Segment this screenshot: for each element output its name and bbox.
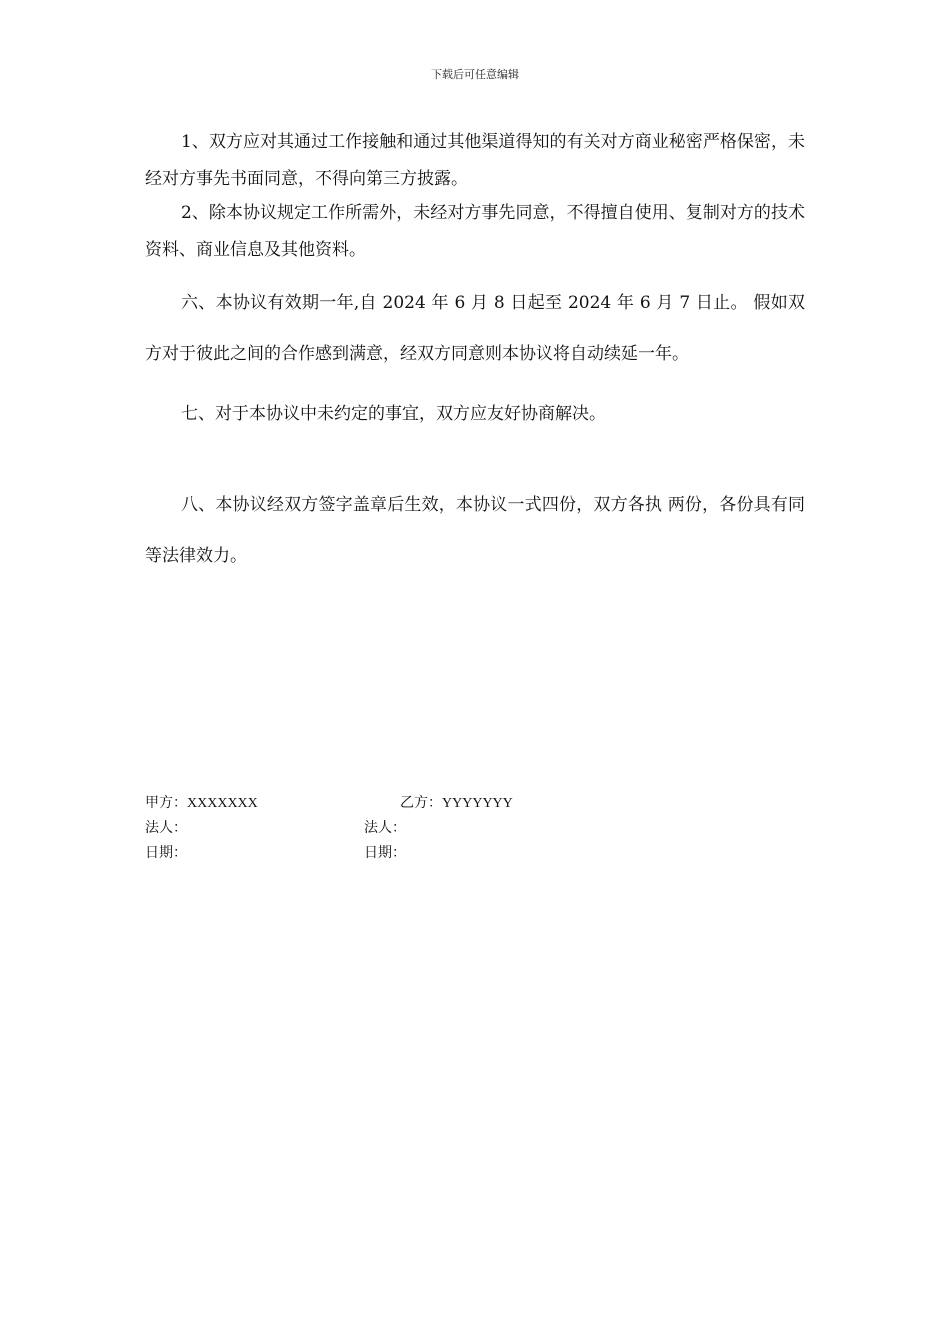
party-a-line: [145, 794, 258, 813]
party-b-line: [400, 794, 513, 813]
date-a: 日期：: [145, 845, 187, 861]
date-b: 日期：: [364, 845, 406, 861]
clause-six: 六、本协议有效期一年,自 2024 年 6 月 8 日起至 2024 年 6 月 7 日止。 假如双方对于彼此之间的合作感到满意，经双方同意则本协议将自动续延一年。: [145, 293, 805, 364]
party-a-value: XXXXXXX: [187, 796, 258, 811]
legal-rep-a: 法人：: [145, 820, 187, 836]
party-a-label: 甲方：: [145, 795, 187, 811]
legal-rep-b: 法人：: [364, 820, 406, 836]
clause-seven: 七、对于本协议中未约定的事宜，双方应友好协商解决。: [181, 404, 606, 424]
clause-1: 1、双方应对其通过工作接触和通过其他渠道得知的有关对方商业秘密严格保密，未经对方事先书面同意，不得向第三方披露。: [145, 132, 805, 189]
clause-eight: 八、本协议经双方签字盖章后生效，本协议一式四份，双方各执 两份，各份具有同等法律效力。: [145, 495, 805, 566]
party-b-value: YYYYYYY: [442, 796, 513, 811]
party-b-label: 乙方：: [400, 795, 442, 811]
page-header: 下载后可任意编辑: [431, 68, 519, 81]
clause-2: 2、除本协议规定工作所需外，未经对方事先同意，不得擅自使用、复制对方的技术资料、商业信息及其他资料。: [145, 203, 805, 260]
